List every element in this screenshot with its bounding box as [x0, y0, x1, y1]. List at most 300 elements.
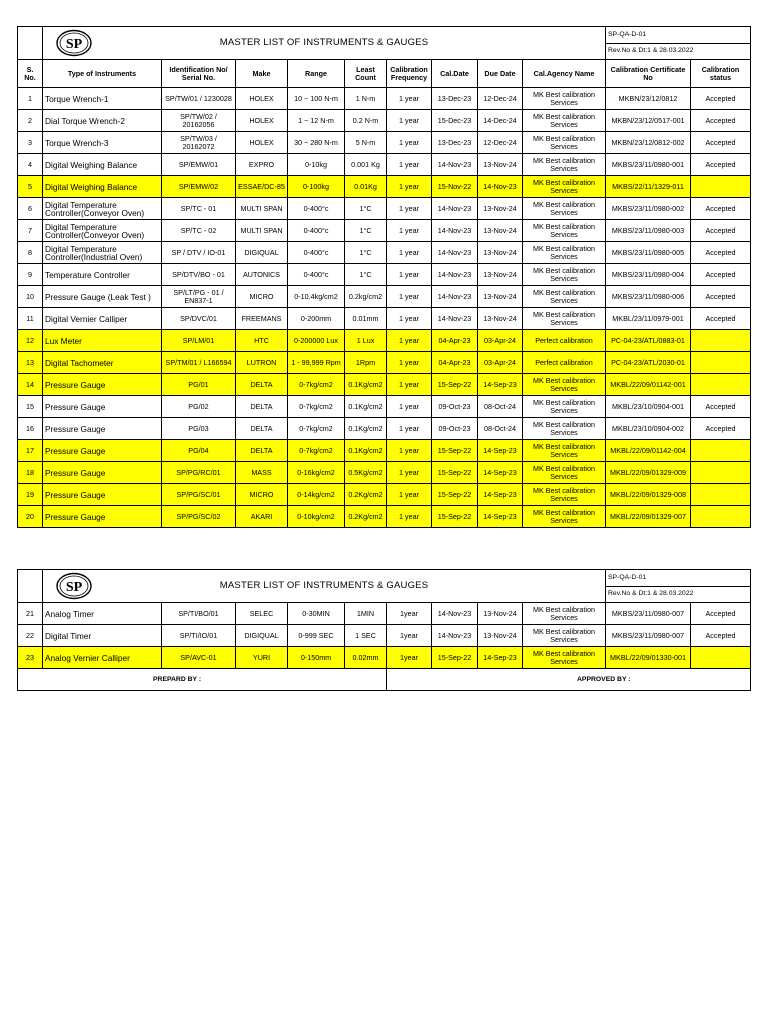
range-cell: 0-10.4kg/cm2 [288, 286, 345, 308]
range-cell: 0-400°c [288, 264, 345, 286]
table-row [18, 603, 751, 625]
prepared-by-label: PREPARD BY : [18, 669, 387, 691]
identification-no-cell: SP/EMW/01 [162, 154, 236, 176]
instrument-type-cell: Pressure Gauge [43, 440, 162, 462]
least-count-cell: 0.2Kg/cm2 [345, 506, 387, 528]
instrument-type-cell: Digital Temperature Controller(Conveyor Oven) [43, 198, 162, 220]
col-header: Calibration Frequency [387, 60, 432, 88]
range-cell: 0-7kg/cm2 [288, 396, 345, 418]
status-cell [691, 352, 751, 374]
agency-cell: MK Best calibration Services [523, 418, 606, 440]
least-count-cell: 0.01Kg [345, 176, 387, 198]
instrument-type-cell: Digital Temperature Controller(Conveyor Oven) [43, 220, 162, 242]
due-date-cell: 14-Sep-23 [478, 484, 523, 506]
range-cell: 0-7kg/cm2 [288, 418, 345, 440]
table-row [18, 286, 751, 308]
cal-date-cell: 09-Oct-23 [432, 396, 478, 418]
least-count-cell: 0.1Kg/cm2 [345, 440, 387, 462]
col-header: Cal.Agency Name [523, 60, 606, 88]
make-cell: ESSAE/DC-85 [236, 176, 288, 198]
frequency-cell: 1 year [387, 198, 432, 220]
serial-no-cell: 10 [18, 286, 43, 308]
range-cell: 0-150mm [288, 647, 345, 669]
header-title-cell [43, 570, 606, 603]
instrument-sheet-1 [17, 26, 750, 528]
identification-no-cell: SP/DTV/BO - 01 [162, 264, 236, 286]
instrument-type-cell: Pressure Gauge [43, 374, 162, 396]
serial-no-cell: 15 [18, 396, 43, 418]
serial-no-cell: 23 [18, 647, 43, 669]
due-date-cell: 14-Sep-23 [478, 462, 523, 484]
col-header: Range [288, 60, 345, 88]
least-count-cell: 0.5Kg/cm2 [345, 462, 387, 484]
least-count-cell: 1°C [345, 264, 387, 286]
agency-cell: MK Best calibration Services [523, 198, 606, 220]
table-row [18, 132, 751, 154]
status-cell: Accepted [691, 396, 751, 418]
table-row [18, 647, 751, 669]
status-cell [691, 440, 751, 462]
identification-no-cell: SP/LT/PG - 01 / EN837-1 [162, 286, 236, 308]
certificate-no-cell: MKBS/23/11/0980-007 [606, 625, 691, 647]
identification-no-cell: SP/PG/SC/02 [162, 506, 236, 528]
cal-date-cell: 13-Dec-23 [432, 88, 478, 110]
make-cell: MULTI SPAN [236, 198, 288, 220]
identification-no-cell: SP/TI/BO/01 [162, 603, 236, 625]
identification-no-cell: SP/TW/01 / 1230028 [162, 88, 236, 110]
serial-no-cell: 14 [18, 374, 43, 396]
page-title: MASTER LIST OF INSTRUMENTS & GAUGES [219, 37, 429, 48]
agency-cell: MK Best calibration Services [523, 154, 606, 176]
agency-cell: MK Best calibration Services [523, 264, 606, 286]
col-header: Least Count [345, 60, 387, 88]
range-cell: 1 ~ 12 N-m [288, 110, 345, 132]
least-count-cell: 0.1Kg/cm2 [345, 418, 387, 440]
range-cell: 0-10kg/cm2 [288, 506, 345, 528]
identification-no-cell: SP/LM/01 [162, 330, 236, 352]
agency-cell: MK Best calibration Services [523, 396, 606, 418]
serial-no-cell: 2 [18, 110, 43, 132]
doc-number: SP-QA-D-01 [606, 27, 751, 44]
make-cell: HOLEX [236, 88, 288, 110]
serial-no-cell: 9 [18, 264, 43, 286]
frequency-cell: 1 year [387, 154, 432, 176]
table-row [18, 330, 751, 352]
table-row [18, 220, 751, 242]
range-cell: 0-200mm [288, 308, 345, 330]
certificate-no-cell: MKBS/22/11/1329-011 [606, 176, 691, 198]
certificate-no-cell: MKBL/23/11/0979-001 [606, 308, 691, 330]
certificate-no-cell: MKBS/23/11/0980-005 [606, 242, 691, 264]
frequency-cell: 1year [387, 647, 432, 669]
serial-no-cell: 5 [18, 176, 43, 198]
table-row [18, 198, 751, 220]
range-cell: 0-16kg/cm2 [288, 462, 345, 484]
least-count-cell: 1°C [345, 198, 387, 220]
make-cell: LUTRON [236, 352, 288, 374]
make-cell: EXPRO [236, 154, 288, 176]
frequency-cell: 1 year [387, 110, 432, 132]
instrument-type-cell: Digital Weighing Balance [43, 154, 162, 176]
make-cell: DELTA [236, 440, 288, 462]
instrument-table-1 [17, 26, 751, 528]
serial-no-cell: 22 [18, 625, 43, 647]
agency-cell: MK Best calibration Services [523, 286, 606, 308]
due-date-cell: 12-Dec-24 [478, 132, 523, 154]
frequency-cell: 1 year [387, 418, 432, 440]
status-cell [691, 484, 751, 506]
header-title-cell [43, 27, 606, 60]
make-cell: DELTA [236, 418, 288, 440]
table-row [18, 352, 751, 374]
identification-no-cell: PG/04 [162, 440, 236, 462]
frequency-cell: 1 year [387, 308, 432, 330]
table-row [18, 308, 751, 330]
agency-cell: MK Best calibration Services [523, 110, 606, 132]
range-cell: 0-999 SEC [288, 625, 345, 647]
frequency-cell: 1 year [387, 264, 432, 286]
status-cell [691, 647, 751, 669]
status-cell: Accepted [691, 264, 751, 286]
serial-no-cell: 21 [18, 603, 43, 625]
identification-no-cell: SP/PG/RC/01 [162, 462, 236, 484]
cal-date-cell: 15-Sep-22 [432, 462, 478, 484]
agency-cell: Perfect calibration [523, 352, 606, 374]
serial-no-cell: 19 [18, 484, 43, 506]
instrument-type-cell: Pressure Gauge [43, 462, 162, 484]
range-cell: 0-100kg [288, 176, 345, 198]
range-cell: 0-30MIN [288, 603, 345, 625]
cal-date-cell: 15-Sep-22 [432, 647, 478, 669]
due-date-cell: 14-Dec-24 [478, 110, 523, 132]
identification-no-cell: SP/PG/SC/01 [162, 484, 236, 506]
col-header: Identification No/ Serial No. [162, 60, 236, 88]
certificate-no-cell: MKBS/23/11/0980-006 [606, 286, 691, 308]
certificate-no-cell: MKBS/23/11/0980-002 [606, 198, 691, 220]
due-date-cell: 12-Dec-24 [478, 88, 523, 110]
status-cell: Accepted [691, 242, 751, 264]
certificate-no-cell: MKBN/23/12/0812-002 [606, 132, 691, 154]
due-date-cell: 13-Nov-24 [478, 220, 523, 242]
agency-cell: MK Best calibration Services [523, 506, 606, 528]
instrument-type-cell: Pressure Gauge (Leak Test ) [43, 286, 162, 308]
agency-cell: MK Best calibration Services [523, 647, 606, 669]
col-header: Calibration status [691, 60, 751, 88]
cal-date-cell: 14-Nov-23 [432, 242, 478, 264]
make-cell: DIGIQUAL [236, 625, 288, 647]
instrument-type-cell: Digital Tachometer [43, 352, 162, 374]
table-row [18, 176, 751, 198]
frequency-cell: 1year [387, 603, 432, 625]
make-cell: FREEMANS [236, 308, 288, 330]
agency-cell: MK Best calibration Services [523, 220, 606, 242]
frequency-cell: 1 year [387, 176, 432, 198]
least-count-cell: 0.01mm [345, 308, 387, 330]
status-cell: Accepted [691, 625, 751, 647]
least-count-cell: 0.1Kg/cm2 [345, 396, 387, 418]
status-cell [691, 462, 751, 484]
make-cell: YURI [236, 647, 288, 669]
range-cell: 0-7kg/cm2 [288, 374, 345, 396]
frequency-cell: 1 year [387, 484, 432, 506]
least-count-cell: 0.001 Kg [345, 154, 387, 176]
identification-no-cell: SP / DTV / IO-01 [162, 242, 236, 264]
identification-no-cell: SP/TW/03 / 20162072 [162, 132, 236, 154]
least-count-cell: 1MIN [345, 603, 387, 625]
table-row [18, 396, 751, 418]
frequency-cell: 1 year [387, 440, 432, 462]
status-cell: Accepted [691, 308, 751, 330]
frequency-cell: 1 year [387, 330, 432, 352]
instrument-type-cell: Analog Timer [43, 603, 162, 625]
instrument-type-cell: Torque Wrench-1 [43, 88, 162, 110]
column-header-row [18, 60, 751, 88]
instrument-type-cell: Pressure Gauge [43, 506, 162, 528]
status-cell: Accepted [691, 286, 751, 308]
instrument-type-cell: Torque Wrench-3 [43, 132, 162, 154]
col-header: Type of Instruments [43, 60, 162, 88]
revision-info: Rev.No & Dt:1 & 28.03.2022 [606, 586, 751, 603]
certificate-no-cell: MKBL/23/10/0904-002 [606, 418, 691, 440]
frequency-cell: 1 year [387, 396, 432, 418]
identification-no-cell: SP/TW/02 / 20162056 [162, 110, 236, 132]
status-cell [691, 506, 751, 528]
serial-no-cell: 12 [18, 330, 43, 352]
due-date-cell: 13-Nov-24 [478, 625, 523, 647]
serial-no-cell: 1 [18, 88, 43, 110]
instrument-table-2 [17, 569, 751, 691]
identification-no-cell: SP/TC - 02 [162, 220, 236, 242]
cal-date-cell: 04-Apr-23 [432, 330, 478, 352]
frequency-cell: 1 year [387, 506, 432, 528]
identification-no-cell: SP/AVC-01 [162, 647, 236, 669]
serial-no-cell: 20 [18, 506, 43, 528]
serial-no-cell: 3 [18, 132, 43, 154]
least-count-cell: 1 N-m [345, 88, 387, 110]
range-cell: 0-200000 Lux [288, 330, 345, 352]
certificate-no-cell: PC-04-23/ATL/0883-01 [606, 330, 691, 352]
least-count-cell: 0.2kg/cm2 [345, 286, 387, 308]
certificate-no-cell: PC-04-23/ATL/2030-01 [606, 352, 691, 374]
frequency-cell: 1 year [387, 242, 432, 264]
certificate-no-cell: MKBS/23/11/0980-003 [606, 220, 691, 242]
least-count-cell: 0.2Kg/cm2 [345, 484, 387, 506]
certificate-no-cell: MKBN/23/12/0812 [606, 88, 691, 110]
sp-logo-icon [51, 572, 97, 600]
least-count-cell: 5 N-m [345, 132, 387, 154]
instrument-type-cell: Pressure Gauge [43, 396, 162, 418]
frequency-cell: 1 year [387, 462, 432, 484]
least-count-cell: 1°C [345, 242, 387, 264]
logo-text: SP [65, 37, 83, 52]
make-cell: AKARI [236, 506, 288, 528]
cal-date-cell: 15-Dec-23 [432, 110, 478, 132]
make-cell: DIGIQUAL [236, 242, 288, 264]
cal-date-cell: 14-Nov-23 [432, 625, 478, 647]
agency-cell: MK Best calibration Services [523, 603, 606, 625]
revision-info: Rev.No & Dt:1 & 28.03.2022 [606, 43, 751, 60]
table-row [18, 110, 751, 132]
due-date-cell: 13-Nov-24 [478, 198, 523, 220]
frequency-cell: 1 year [387, 286, 432, 308]
logo-text: SP [65, 580, 83, 595]
serial-no-cell: 4 [18, 154, 43, 176]
frequency-cell: 1 year [387, 132, 432, 154]
due-date-cell: 14-Sep-23 [478, 506, 523, 528]
due-date-cell: 14-Sep-23 [478, 440, 523, 462]
least-count-cell: 1 SEC [345, 625, 387, 647]
make-cell: HOLEX [236, 132, 288, 154]
cal-date-cell: 04-Apr-23 [432, 352, 478, 374]
sp-logo-icon [51, 29, 97, 57]
least-count-cell: 1Rpm [345, 352, 387, 374]
cal-date-cell: 09-Oct-23 [432, 418, 478, 440]
signature-row [18, 669, 751, 691]
table-row [18, 264, 751, 286]
status-cell: Accepted [691, 88, 751, 110]
make-cell: MASS [236, 462, 288, 484]
make-cell: HOLEX [236, 110, 288, 132]
certificate-no-cell: MKBL/22/09/01330-001 [606, 647, 691, 669]
range-cell: 0-10kg [288, 154, 345, 176]
instrument-type-cell: Pressure Gauge [43, 418, 162, 440]
make-cell: MICRO [236, 484, 288, 506]
cal-date-cell: 15-Sep-22 [432, 374, 478, 396]
due-date-cell: 08-Oct-24 [478, 418, 523, 440]
page-title: MASTER LIST OF INSTRUMENTS & GAUGES [219, 580, 429, 591]
identification-no-cell: PG/01 [162, 374, 236, 396]
agency-cell: Perfect calibration [523, 330, 606, 352]
status-cell: Accepted [691, 418, 751, 440]
agency-cell: MK Best calibration Services [523, 462, 606, 484]
due-date-cell: 14-Nov-23 [478, 176, 523, 198]
identification-no-cell: SP/TC - 01 [162, 198, 236, 220]
due-date-cell: 13-Nov-24 [478, 603, 523, 625]
cal-date-cell: 14-Nov-23 [432, 154, 478, 176]
instrument-type-cell: Lux Meter [43, 330, 162, 352]
least-count-cell: 1°C [345, 220, 387, 242]
table-row [18, 242, 751, 264]
status-cell: Accepted [691, 154, 751, 176]
cal-date-cell: 15-Sep-22 [432, 506, 478, 528]
status-cell [691, 176, 751, 198]
range-cell: 0-400°c [288, 198, 345, 220]
identification-no-cell: SP/EMW/02 [162, 176, 236, 198]
serial-no-cell: 8 [18, 242, 43, 264]
col-header: Cal.Date [432, 60, 478, 88]
make-cell: MULTI SPAN [236, 220, 288, 242]
certificate-no-cell: MKBL/22/09/01142-004 [606, 440, 691, 462]
make-cell: MICRO [236, 286, 288, 308]
cal-date-cell: 14-Nov-23 [432, 286, 478, 308]
least-count-cell: 0.2 N-m [345, 110, 387, 132]
range-cell: 1 - 99,999 Rpm [288, 352, 345, 374]
due-date-cell: 08-Oct-24 [478, 396, 523, 418]
certificate-no-cell: MKBL/22/09/01142-001 [606, 374, 691, 396]
doc-number: SP-QA-D-01 [606, 570, 751, 587]
serial-no-cell: 16 [18, 418, 43, 440]
cal-date-cell: 15-Nov-22 [432, 176, 478, 198]
due-date-cell: 14-Sep-23 [478, 374, 523, 396]
least-count-cell: 1 Lux [345, 330, 387, 352]
status-cell [691, 330, 751, 352]
cal-date-cell: 14-Nov-23 [432, 264, 478, 286]
serial-no-cell: 17 [18, 440, 43, 462]
due-date-cell: 13-Nov-24 [478, 308, 523, 330]
certificate-no-cell: MKBL/22/09/01329-008 [606, 484, 691, 506]
status-cell: Accepted [691, 603, 751, 625]
cal-date-cell: 13-Dec-23 [432, 132, 478, 154]
table-row [18, 374, 751, 396]
agency-cell: MK Best calibration Services [523, 88, 606, 110]
make-cell: AUTONICS [236, 264, 288, 286]
frequency-cell: 1 year [387, 88, 432, 110]
status-cell [691, 374, 751, 396]
certificate-no-cell: MKBN/23/12/0517-001 [606, 110, 691, 132]
table-row [18, 154, 751, 176]
identification-no-cell: PG/03 [162, 418, 236, 440]
table-row [18, 506, 751, 528]
table-row [18, 484, 751, 506]
make-cell: SELEC [236, 603, 288, 625]
agency-cell: MK Best calibration Services [523, 484, 606, 506]
range-cell: 0-400°c [288, 242, 345, 264]
table-row [18, 462, 751, 484]
certificate-no-cell: MKBS/23/11/0980-001 [606, 154, 691, 176]
least-count-cell: 0.1Kg/cm2 [345, 374, 387, 396]
range-cell: 0-400°c [288, 220, 345, 242]
status-cell: Accepted [691, 220, 751, 242]
serial-no-cell: 11 [18, 308, 43, 330]
status-cell: Accepted [691, 132, 751, 154]
due-date-cell: 03-Apr-24 [478, 330, 523, 352]
range-cell: 30 ~ 280 N-m [288, 132, 345, 154]
certificate-no-cell: MKBL/22/09/01329-007 [606, 506, 691, 528]
agency-cell: MK Best calibration Services [523, 176, 606, 198]
status-cell: Accepted [691, 110, 751, 132]
col-header: S. No. [18, 60, 43, 88]
agency-cell: MK Best calibration Services [523, 625, 606, 647]
due-date-cell: 13-Nov-24 [478, 154, 523, 176]
serial-no-cell: 6 [18, 198, 43, 220]
agency-cell: MK Best calibration Services [523, 440, 606, 462]
due-date-cell: 13-Nov-24 [478, 286, 523, 308]
cal-date-cell: 14-Nov-23 [432, 198, 478, 220]
status-cell: Accepted [691, 198, 751, 220]
make-cell: DELTA [236, 374, 288, 396]
certificate-no-cell: MKBL/23/10/0904-001 [606, 396, 691, 418]
due-date-cell: 03-Apr-24 [478, 352, 523, 374]
instrument-sheet-2 [17, 569, 750, 691]
identification-no-cell: SP/TM/01 / L166594 [162, 352, 236, 374]
identification-no-cell: SP/DVC/01 [162, 308, 236, 330]
due-date-cell: 14-Sep-23 [478, 647, 523, 669]
table-row [18, 418, 751, 440]
cal-date-cell: 14-Nov-23 [432, 220, 478, 242]
table-row [18, 88, 751, 110]
range-cell: 10 ~ 100 N-m [288, 88, 345, 110]
approved-by-label: APPROVED BY : [387, 669, 751, 691]
serial-no-cell: 7 [18, 220, 43, 242]
cal-date-cell: 15-Sep-22 [432, 484, 478, 506]
col-header: Calibration Certificate No [606, 60, 691, 88]
identification-no-cell: PG/02 [162, 396, 236, 418]
instrument-type-cell: Digital Temperature Controller(Industrial Oven) [43, 242, 162, 264]
agency-cell: MK Best calibration Services [523, 308, 606, 330]
cal-date-cell: 15-Sep-22 [432, 440, 478, 462]
range-cell: 0-7kg/cm2 [288, 440, 345, 462]
identification-no-cell: SP/TI/IO/01 [162, 625, 236, 647]
